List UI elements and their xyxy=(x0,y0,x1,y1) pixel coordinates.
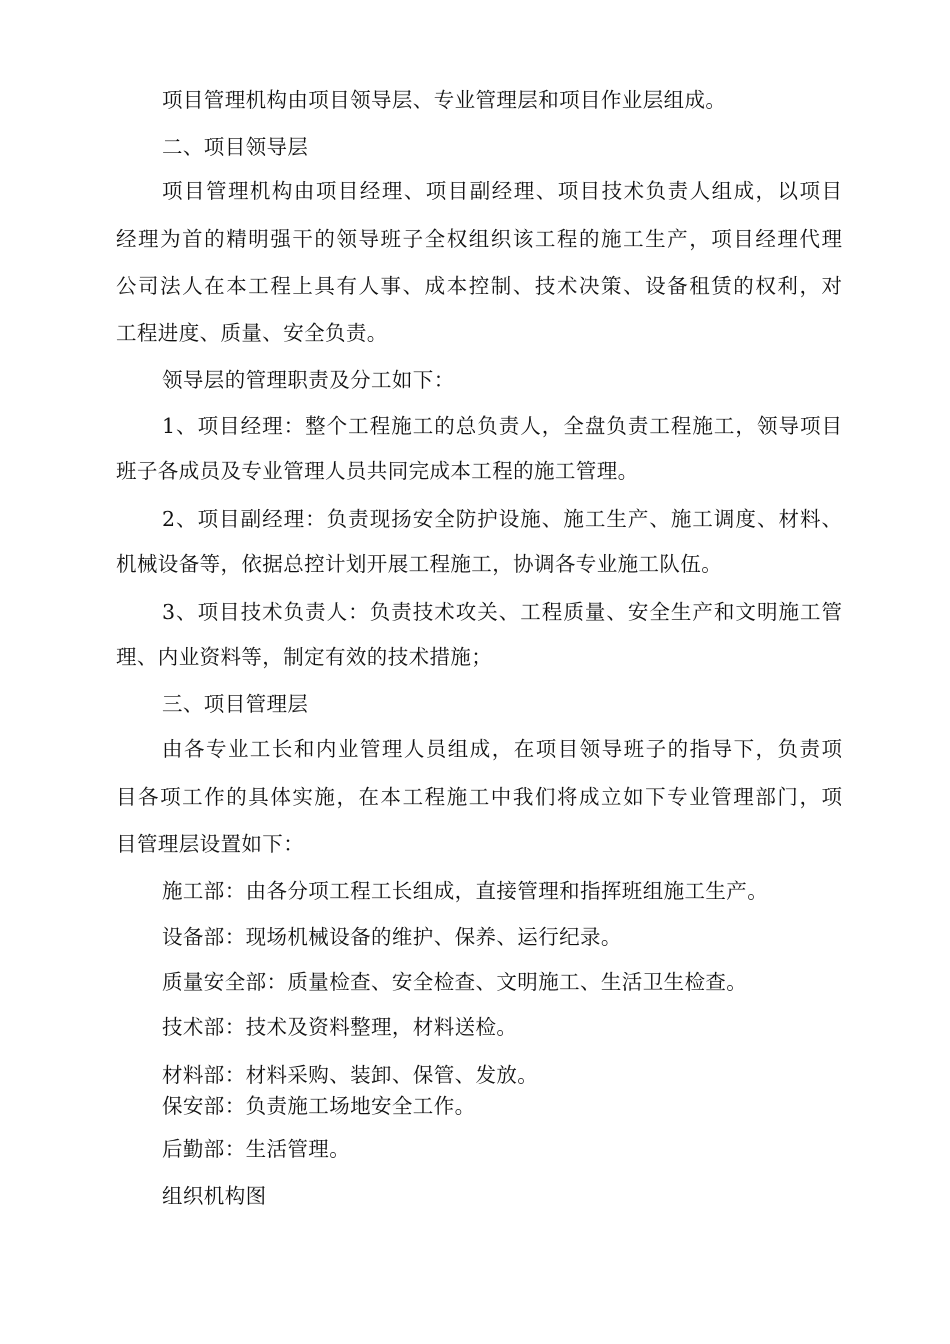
responsibilities-intro: 领导层的管理职责及分工如下： xyxy=(162,368,455,392)
deputy-manager-line-2: 机械设备等，依据总控计划开展工程施工，协调各专业施工队伍。 xyxy=(116,552,723,576)
department-technical: 技术部：技术及资料整理，材料送检。 xyxy=(162,1015,518,1039)
leadership-paragraph-line-1: 项目管理机构由项目经理、项目副经理、项目技术负责人组成，以项目 xyxy=(162,179,842,203)
deputy-manager-line-1: 2、项目副经理：负责现扬安全防护设施、施工生产、施工调度、材料、 xyxy=(162,507,842,531)
management-paragraph-line-2: 目各项工作的具体实施，在本工程施工中我们将成立如下专业管理部门，项 xyxy=(116,785,842,809)
management-paragraph-line-1: 由各专业工长和内业管理人员组成，在项目领导班子的指导下，负责项 xyxy=(162,737,842,761)
section-heading-leadership: 二、项目领导层 xyxy=(162,135,309,159)
project-manager-line-2: 班子各成员及专业管理人员共同完成本工程的施工管理。 xyxy=(116,459,639,483)
technical-lead-line-1: 3、项目技术负责人：负责技术攻关、工程质量、安全生产和文明施工管 xyxy=(162,600,842,624)
leadership-paragraph-line-4: 工程进度、质量、安全负责。 xyxy=(116,321,388,345)
org-chart-heading: 组织机构图 xyxy=(162,1184,267,1208)
department-materials: 材料部：材料采购、装卸、保管、发放。 xyxy=(162,1063,539,1087)
leadership-paragraph-line-2: 经理为首的精明强干的领导班子全权组织该工程的施工生产，项目经理代理 xyxy=(116,227,842,251)
section-heading-management: 三、项目管理层 xyxy=(162,692,309,716)
management-paragraph-line-3: 目管理层设置如下： xyxy=(116,832,305,856)
leadership-paragraph-line-3: 公司法人在本工程上具有人事、成本控制、技术决策、设备租赁的权利，对 xyxy=(116,274,842,298)
department-logistics: 后勤部：生活管理。 xyxy=(162,1137,351,1161)
project-manager-line-1: 1、项目经理：整个工程施工的总负责人，全盘负责工程施工，领导项目 xyxy=(162,414,842,438)
department-quality-safety: 质量安全部：质量检查、安全检查、文明施工、生活卫生检查。 xyxy=(162,970,748,994)
department-security: 保安部：负责施工场地安全工作。 xyxy=(162,1094,476,1118)
department-construction: 施工部：由各分项工程工长组成，直接管理和指挥班组施工生产。 xyxy=(162,879,769,903)
intro-paragraph: 项目管理机构由项目领导层、专业管理层和项目作业层组成。 xyxy=(162,88,727,112)
department-equipment: 设备部：现场机械设备的维护、保养、运行纪录。 xyxy=(162,925,622,949)
technical-lead-line-2: 理、内业资料等，制定有效的技术措施； xyxy=(116,645,493,669)
